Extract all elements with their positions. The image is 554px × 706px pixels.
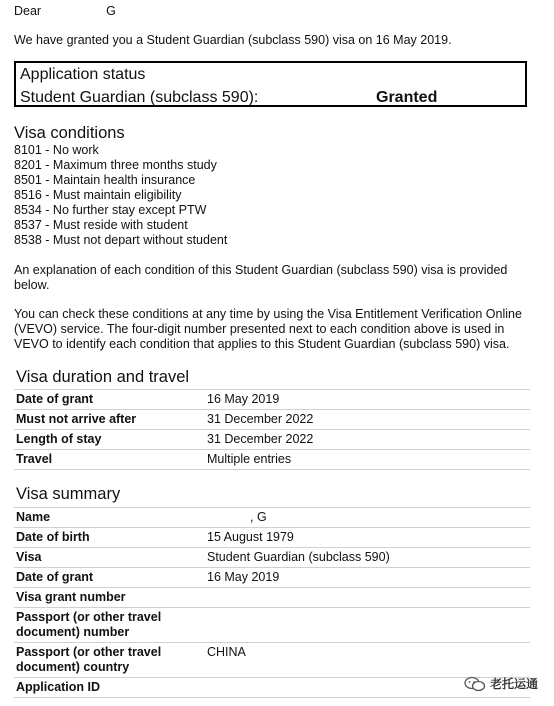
table-row xyxy=(14,450,530,470)
row-key: Must not arrive after xyxy=(16,412,137,426)
intro-paragraph: We have granted you a Student Guardian (subclass 590) visa on 16 May 2019. xyxy=(14,33,452,47)
watermark xyxy=(464,675,538,692)
visa-duration-title: Visa duration and travel xyxy=(16,368,190,386)
conditions-explanation: An explanation of each condition of this Student Guardian (subclass 590) visa is provided below. xyxy=(14,263,508,292)
conditions-list xyxy=(14,143,227,248)
row-key: Travel xyxy=(16,452,53,466)
row-value: 31 December 2022 xyxy=(207,432,314,446)
row-key: Visa grant number xyxy=(16,590,126,604)
greeting-line xyxy=(14,4,116,19)
row-key: Date of grant xyxy=(16,570,94,584)
condition-item: 8101 - No work xyxy=(14,143,99,157)
table-row xyxy=(14,568,530,588)
table-row xyxy=(14,390,530,410)
row-value: , G xyxy=(250,510,267,524)
wechat-icon xyxy=(464,676,486,692)
row-value: 16 May 2019 xyxy=(207,570,280,584)
table-row xyxy=(14,678,530,698)
status-title: Application status xyxy=(20,66,146,83)
table-row xyxy=(14,588,530,608)
status-label: Student Guardian (subclass 590): xyxy=(20,89,259,106)
condition-item: 8501 - Maintain health insurance xyxy=(14,173,196,187)
application-status-box xyxy=(14,61,527,107)
greeting-tail: G xyxy=(106,4,116,18)
row-key: Visa xyxy=(16,550,42,564)
row-value: CHINA xyxy=(207,645,246,659)
row-value: 16 May 2019 xyxy=(207,392,280,406)
row-key: Length of stay xyxy=(16,432,102,446)
table-row xyxy=(14,548,530,568)
greeting-text: Dear xyxy=(14,4,42,18)
row-key: Passport (or other travel document) number xyxy=(16,610,162,639)
table-row xyxy=(14,410,530,430)
condition-item: 8538 - Must not depart without student xyxy=(14,233,228,247)
row-key: Application ID xyxy=(16,680,101,694)
condition-item: 8201 - Maximum three months study xyxy=(14,158,217,172)
condition-item: 8516 - Must maintain eligibility xyxy=(14,188,182,202)
row-value: Multiple entries xyxy=(207,452,292,466)
condition-item: 8534 - No further stay except PTW xyxy=(14,203,207,217)
row-value: 31 December 2022 xyxy=(207,412,314,426)
row-key: Name xyxy=(16,510,51,524)
condition-item: 8537 - Must reside with student xyxy=(14,218,188,232)
vevo-note: You can check these conditions at any time by using the Visa Entitlement Verification Online (VEVO) service. The four-digit number presented next to each condition above is used in VEVO to identify each condition that applies to this Student Guardian (subclass 590) visa. xyxy=(14,307,522,351)
table-row xyxy=(14,508,530,528)
row-key: Date of grant xyxy=(16,392,94,406)
table-row xyxy=(14,608,530,643)
row-key: Date of birth xyxy=(16,530,90,544)
table-row xyxy=(14,430,530,450)
visa-summary-title: Visa summary xyxy=(16,485,121,503)
visa-summary-table xyxy=(14,507,530,698)
visa-duration-table xyxy=(14,389,530,470)
visa-conditions-title: Visa conditions xyxy=(14,124,125,142)
row-key: Passport (or other travel document) country xyxy=(16,645,162,674)
table-row xyxy=(14,643,530,678)
row-value: Student Guardian (subclass 590) xyxy=(207,550,390,564)
status-value: Granted xyxy=(376,89,438,106)
table-row xyxy=(14,528,530,548)
watermark-text: 老托运通 xyxy=(489,677,538,691)
row-value: 15 August 1979 xyxy=(207,530,294,544)
